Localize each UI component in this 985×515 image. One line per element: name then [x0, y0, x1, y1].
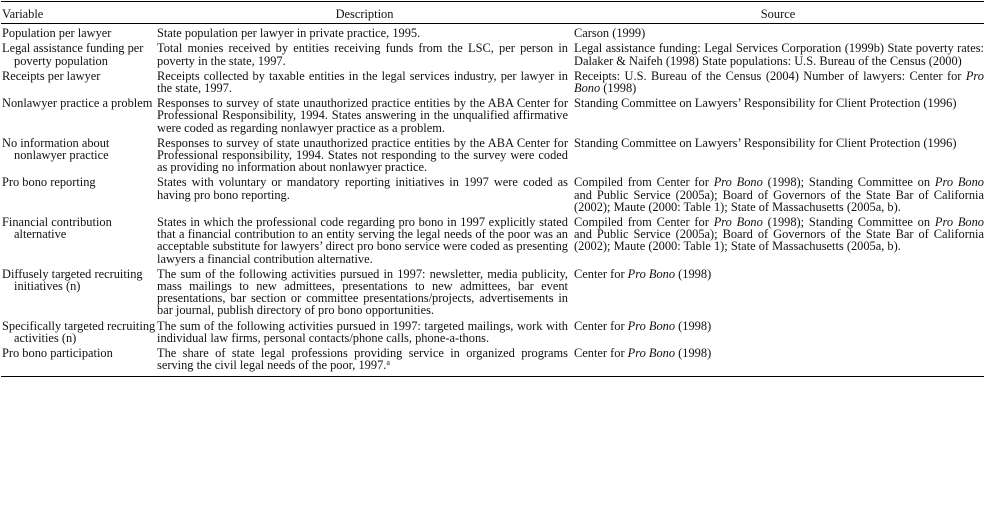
source-italic-text: Pro Bono: [713, 215, 763, 230]
source-italic-text: Pro Bono: [627, 346, 676, 361]
description-text: Responses to survey of state unauthorized practice entities by the ABA Center for Professional responsibility, 1994. States not responding to the survey were coded as providing no information about nonlawyer practice.: [157, 135, 568, 175]
header-description: Description: [157, 2, 572, 24]
table-body: [1, 24, 984, 377]
source-text: Center for: [574, 318, 628, 333]
variable-name: Specifically targeted recruiting activities (n): [2, 318, 156, 345]
source-cell: [572, 24, 984, 43]
description-cell: [157, 320, 572, 347]
source-italic-text: Pro Bono: [934, 215, 984, 230]
source-cell: [572, 137, 984, 177]
source-cell: [572, 97, 984, 137]
table-row: [1, 347, 984, 377]
description-text: The share of state legal professions providing service in organized programs serving the civil legal needs of the poor, 1997.: [157, 346, 568, 373]
source-italic-text: Pro Bono: [713, 175, 763, 190]
source-cell: [572, 176, 984, 216]
header-row: [1, 2, 984, 24]
variable-cell: [1, 70, 157, 97]
source-text: Compiled from Center for: [574, 215, 714, 230]
description-cell: [157, 347, 572, 377]
source-italic-text: Pro Bono: [934, 175, 984, 190]
source-text: Center for: [574, 346, 628, 361]
variable-cell: [1, 42, 157, 69]
table-row: [1, 42, 984, 69]
table-row: [1, 320, 984, 347]
variable-name: Financial contribution alternative: [2, 215, 112, 242]
source-cell: [572, 320, 984, 347]
source-cell: [572, 70, 984, 97]
description-text: States in which the professional code regarding pro bono in 1997 explicitly stated that a financial contribution to an entity serving the legal needs of the poor was an acceptable substitute for lawyers’ direct pro bono service were coded as presenting lawyers a financial contribution alternative.: [157, 215, 568, 266]
description-text: The sum of the following activities pursued in 1997: targeted mailings, work with individual law firms, personal contacts/phone calls, phone-a-thons.: [157, 318, 568, 345]
source-text: (1998): [675, 346, 712, 361]
source-text: Carson (1999): [574, 26, 646, 41]
description-cell: [157, 216, 572, 268]
table-row: [1, 24, 984, 43]
source-text: and Public Service (2005a); Board of Governors of the State Bar of California (2002); Maute (2000: Table 1); State of Massachusetts (2005a, b).: [574, 187, 984, 214]
table-row: [1, 268, 984, 320]
variable-cell: [1, 176, 157, 216]
source-text: (1998); Standing Committee on: [762, 175, 935, 190]
variable-name: Receipts per lawyer: [2, 68, 101, 83]
variables-table: [1, 1, 984, 377]
header-source: Source: [572, 2, 984, 24]
table-row: [1, 176, 984, 216]
variable-name: Pro bono participation: [2, 346, 113, 361]
source-text: Compiled from Center for: [574, 175, 714, 190]
source-italic-text: Pro Bono: [574, 68, 984, 96]
variable-name: Pro bono reporting: [2, 175, 96, 190]
source-text: and Public Service (2005a); Board of Governors of the State Bar of California (2002); Maute (2000: Table 1); State of Massachusetts (2005a, b).: [574, 227, 984, 254]
description-cell: [157, 24, 572, 43]
source-text: Legal assistance funding: Legal Services Corporation (1999b) State poverty rates: Dalaker & Naifeh (1998) State populations: U.S. Bureau of the Census (2000): [574, 41, 984, 68]
variable-name: Nonlawyer practice a problem: [2, 96, 153, 111]
source-text: (1998): [675, 318, 712, 333]
table-row: [1, 137, 984, 177]
variable-cell: [1, 216, 157, 268]
description-text: Receipts collected by taxable entities in the legal services industry, per lawyer in the state, 1997.: [157, 68, 568, 96]
source-cell: [572, 216, 984, 268]
variable-cell: [1, 24, 157, 43]
source-italic-text: Pro Bono: [627, 266, 676, 281]
source-cell: [572, 347, 984, 377]
source-text: (1998); Standing Committee on: [762, 215, 935, 230]
description-text: State population per lawyer in private practice, 1995.: [157, 26, 421, 41]
source-text: (1998): [675, 266, 712, 281]
header-variable: Variable: [1, 2, 157, 24]
table-row: [1, 97, 984, 137]
variable-cell: [1, 137, 157, 177]
footnote-mark: a: [386, 358, 390, 368]
table-header: [1, 2, 984, 24]
source-italic-text: Pro Bono: [627, 318, 676, 333]
description-text: States with voluntary or mandatory reporting initiatives in 1997 were coded as having pro bono reporting.: [157, 175, 568, 202]
description-cell: [157, 137, 572, 177]
description-text: The sum of the following activities pursued in 1997: newsletter, media publicity, mass mailings to new admittees, presentations to new admittees, bar event presentations, bar section or committee presentations/projects, advertisements in bar journal, publish directory of pro bono opportunities.: [157, 266, 568, 318]
source-cell: [572, 268, 984, 320]
source-text: Center for: [574, 266, 628, 281]
variable-name: Diffusely targeted recruiting initiatives (n): [2, 266, 143, 294]
description-text: Total monies received by entities receiving funds from the LSC, per person in poverty in the state, 1997.: [157, 41, 568, 68]
source-cell: [572, 42, 984, 69]
description-cell: [157, 70, 572, 97]
description-cell: [157, 42, 572, 69]
variable-name: No information about nonlawyer practice: [2, 135, 110, 163]
variable-name: Population per lawyer: [2, 26, 112, 41]
description-cell: [157, 268, 572, 320]
table-row: [1, 70, 984, 97]
variable-cell: [1, 268, 157, 320]
table-row: [1, 216, 984, 268]
source-text: Standing Committee on Lawyers’ Responsibility for Client Protection (1996): [574, 135, 957, 150]
variable-cell: [1, 347, 157, 377]
source-text: (1998): [600, 81, 637, 96]
description-cell: [157, 97, 572, 137]
variable-name: Legal assistance funding per poverty population: [2, 41, 144, 68]
description-text: Responses to survey of state unauthorized practice entities by the ABA Center for Professional Responsibility, 1994. States answering in the unqualified affirmative were coded as regarding nonlawyer practice as a problem.: [157, 96, 568, 135]
source-text: Receipts: U.S. Bureau of the Census (2004) Number of lawyers: Center for: [574, 68, 966, 83]
description-cell: [157, 176, 572, 216]
variable-cell: [1, 97, 157, 137]
variable-cell: [1, 320, 157, 347]
source-text: Standing Committee on Lawyers’ Responsibility for Client Protection (1996): [574, 96, 957, 111]
